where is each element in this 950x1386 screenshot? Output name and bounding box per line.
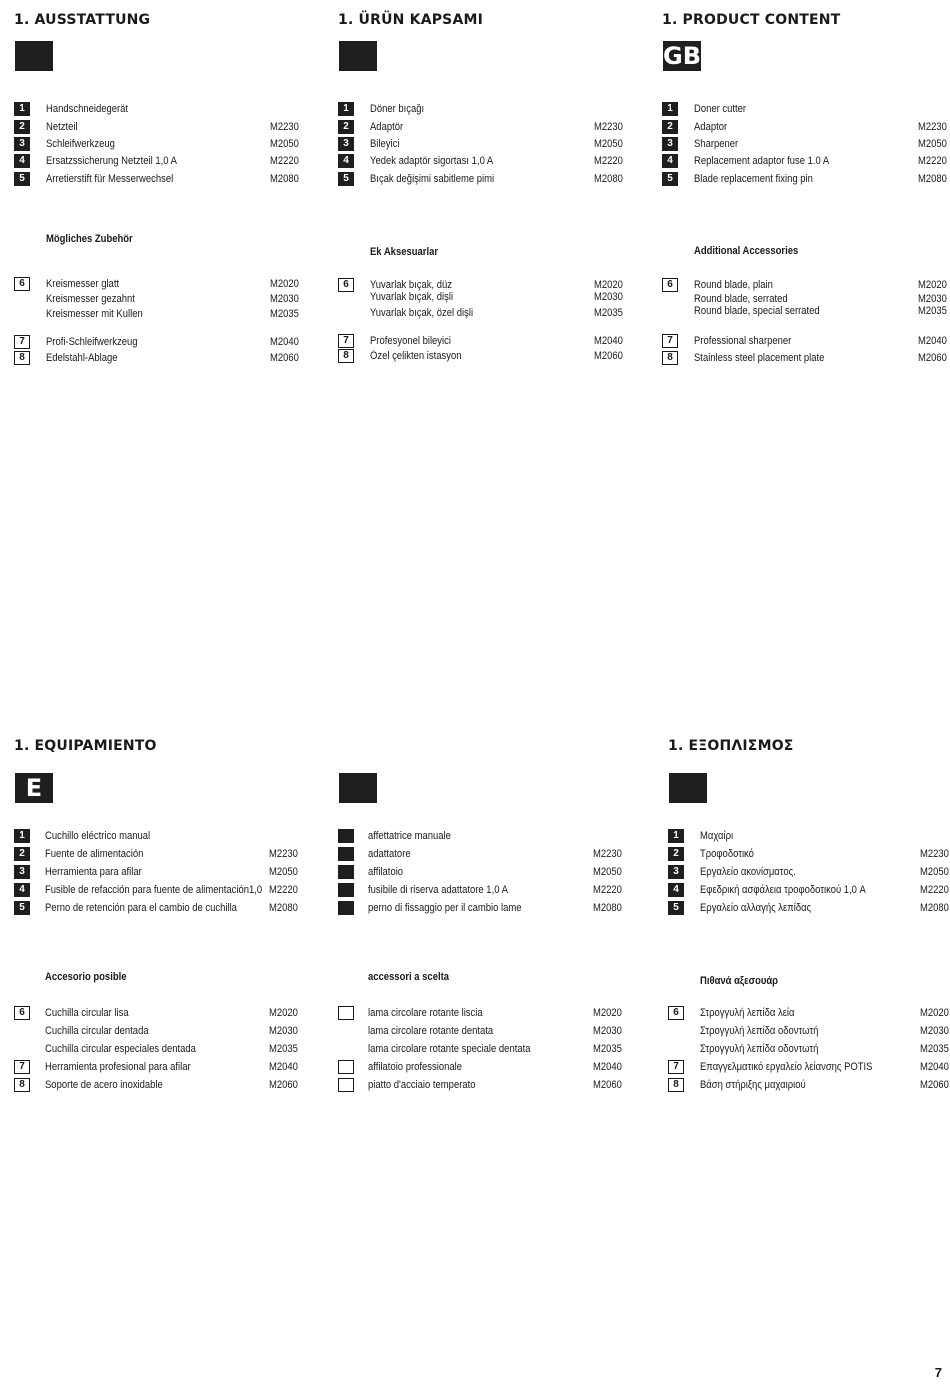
item-number: 1 xyxy=(14,102,30,116)
accessories-title: Mögliches Zubehör xyxy=(46,233,133,245)
item-code: M2220 xyxy=(270,155,299,167)
item-number: 5 xyxy=(338,172,354,186)
item-code: M2060 xyxy=(269,1079,298,1091)
accessories-title: Accesorio posible xyxy=(45,971,127,983)
item-code: M2020 xyxy=(270,278,299,290)
item-number: 6 xyxy=(14,277,30,291)
section-title: 1. EQUIPAMIENTO xyxy=(14,738,157,754)
list-item xyxy=(14,883,314,899)
item-label: Yuvarlak bıçak, özel dişli xyxy=(370,307,474,319)
list-item xyxy=(668,847,950,863)
section-title: 1. AUSSTATTUNG xyxy=(14,12,151,28)
item-label: affilatoio xyxy=(368,866,404,878)
item-code: M2220 xyxy=(594,155,623,167)
item-code: M2040 xyxy=(920,1061,949,1073)
list-item xyxy=(662,102,950,118)
item-number: 6 xyxy=(14,1006,30,1020)
item-label: Round blade, special serrated xyxy=(694,305,820,317)
item-label: Bıçak değişimi sabitleme pimi xyxy=(370,173,495,185)
list-item xyxy=(338,102,638,118)
item-number: 1 xyxy=(668,829,684,843)
item-code: M2040 xyxy=(593,1061,622,1073)
item-code: M2020 xyxy=(918,279,947,291)
list-item xyxy=(14,172,314,188)
item-code: M2030 xyxy=(920,1025,949,1037)
item-number: 1 xyxy=(338,102,354,116)
item-label: Βάση στήριξης μαχαιριού xyxy=(700,1079,806,1091)
item-code: M2030 xyxy=(594,291,623,303)
item-code: M2080 xyxy=(269,902,298,914)
item-label: Perno de retención para el cambio de cuchilla xyxy=(45,902,237,914)
list-item xyxy=(338,883,638,899)
list-item xyxy=(338,172,638,188)
list-item xyxy=(14,1078,314,1094)
item-number: 2 xyxy=(14,120,30,134)
item-number: 8 xyxy=(662,351,678,365)
list-item xyxy=(14,829,314,845)
item-label: Netzteil xyxy=(46,121,78,133)
item-code: M2080 xyxy=(594,173,623,185)
item-code: M2020 xyxy=(593,1007,622,1019)
item-label: Blade replacement fixing pin xyxy=(694,173,813,185)
item-code: M2030 xyxy=(269,1025,298,1037)
item-label: Herramienta profesional para afilar xyxy=(45,1061,191,1073)
language-flag xyxy=(15,41,53,71)
item-number: 7 xyxy=(668,1060,684,1074)
item-number: 3 xyxy=(14,865,30,879)
item-code: M2030 xyxy=(918,293,947,305)
item-number xyxy=(338,1006,354,1020)
item-code: M2220 xyxy=(918,155,947,167)
item-code: M2060 xyxy=(920,1079,949,1091)
list-item xyxy=(668,1078,950,1094)
item-code: M2035 xyxy=(920,1043,949,1055)
item-code: M2060 xyxy=(594,350,623,362)
item-label: lama circolare rotante speciale dentata xyxy=(368,1043,531,1055)
item-label: Professional sharpener xyxy=(694,335,792,347)
item-label: Fuente de alimentación xyxy=(45,848,144,860)
list-item xyxy=(338,137,638,153)
list-item xyxy=(14,154,314,170)
list-item xyxy=(668,1006,950,1022)
item-label: Fusible de refacción para fuente de alimentación1,0 xyxy=(45,884,263,896)
list-item xyxy=(662,154,950,170)
item-number: 7 xyxy=(14,1060,30,1074)
item-label: affilatoio professionale xyxy=(368,1061,462,1073)
item-label: lama circolare rotante liscia xyxy=(368,1007,483,1019)
list-item xyxy=(14,137,314,153)
list-item xyxy=(338,847,638,863)
item-label: adattatore xyxy=(368,848,411,860)
item-code: M2050 xyxy=(918,138,947,150)
item-code: M2230 xyxy=(593,848,622,860)
item-code: M2040 xyxy=(594,335,623,347)
list-item xyxy=(14,901,314,917)
item-label: Round blade, serrated xyxy=(694,293,788,305)
item-label: lama circolare rotante dentata xyxy=(368,1025,494,1037)
item-code: M2040 xyxy=(270,336,299,348)
section-title: 1. PRODUCT CONTENT xyxy=(662,12,841,28)
item-label: Στρογγυλή λεπίδα οδοντωτή xyxy=(700,1043,819,1055)
item-label: perno di fissaggio per il cambio lame xyxy=(368,902,522,914)
item-label: fusibile di riserva adattatore 1,0 A xyxy=(368,884,508,896)
item-number: 2 xyxy=(338,120,354,134)
item-code: M2080 xyxy=(593,902,622,914)
list-item xyxy=(338,1006,638,1022)
list-item xyxy=(662,351,950,367)
list-item xyxy=(14,1042,314,1058)
item-label: piatto d'acciaio temperato xyxy=(368,1079,476,1091)
list-item xyxy=(338,334,638,350)
section-title: 1. ΕΞΟΠΛΙΣΜΟΣ xyxy=(668,738,794,754)
item-code: M2020 xyxy=(269,1007,298,1019)
language-flag xyxy=(339,773,377,803)
item-number xyxy=(338,847,354,861)
item-number: 4 xyxy=(668,883,684,897)
list-item xyxy=(14,1006,314,1022)
item-number xyxy=(338,829,354,843)
list-item xyxy=(14,335,314,351)
accessories-title: accessori a scelta xyxy=(368,971,450,983)
list-item xyxy=(338,1042,638,1058)
list-item xyxy=(668,1042,950,1058)
section-title: 1. ÜRÜN KAPSAMI xyxy=(338,12,484,28)
item-code: M2035 xyxy=(918,305,947,317)
item-number: 7 xyxy=(662,334,678,348)
item-label: Yuvarlak bıçak, düz xyxy=(370,279,453,291)
item-code: M2080 xyxy=(918,173,947,185)
item-code: M2035 xyxy=(594,307,623,319)
list-item xyxy=(668,1060,950,1076)
item-label: Cuchillo eléctrico manual xyxy=(45,830,151,842)
accessories-title: Additional Accessories xyxy=(694,245,799,257)
list-item xyxy=(338,829,638,845)
item-code: M2230 xyxy=(918,121,947,133)
item-number: 3 xyxy=(668,865,684,879)
list-item xyxy=(14,351,314,367)
language-flag: GB xyxy=(663,42,701,70)
item-code: M2230 xyxy=(269,848,298,860)
list-item xyxy=(338,1060,638,1076)
list-item xyxy=(662,304,950,320)
list-item xyxy=(338,120,638,136)
item-code: M2220 xyxy=(269,884,298,896)
item-label: Arretierstift für Messerwechsel xyxy=(46,173,174,185)
item-label: Adaptör xyxy=(370,121,404,133)
item-code: M2035 xyxy=(593,1043,622,1055)
item-code: M2060 xyxy=(918,352,947,364)
item-code: M2230 xyxy=(594,121,623,133)
item-number: 3 xyxy=(14,137,30,151)
item-label: Kreismesser mit Kullen xyxy=(46,308,143,320)
item-label: Εργαλείο αλλαγής λεπίδας xyxy=(700,902,812,914)
list-item xyxy=(668,901,950,917)
list-item xyxy=(14,865,314,881)
item-number xyxy=(338,1060,354,1074)
item-label: Döner bıçağı xyxy=(370,103,425,115)
item-code: M2020 xyxy=(594,279,623,291)
item-label: Adaptor xyxy=(694,121,728,133)
item-label: Στρογγυλή λεπίδα λεία xyxy=(700,1007,795,1019)
item-code: M2220 xyxy=(593,884,622,896)
item-label: Profesyonel bileyici xyxy=(370,335,451,347)
item-code: M2050 xyxy=(269,866,298,878)
item-number: 4 xyxy=(14,883,30,897)
list-item xyxy=(14,1060,314,1076)
item-label: affettatrice manuale xyxy=(368,830,451,842)
item-code: M2080 xyxy=(920,902,949,914)
list-item xyxy=(668,1024,950,1040)
item-number: 8 xyxy=(14,1078,30,1092)
item-code: M2220 xyxy=(920,884,949,896)
item-code: M2040 xyxy=(918,335,947,347)
item-label: Εργαλείο ακονίσματος. xyxy=(700,866,796,878)
list-item xyxy=(668,829,950,845)
item-number: 1 xyxy=(14,829,30,843)
item-code: M2060 xyxy=(593,1079,622,1091)
accessories-title: Πιθανά αξεσουάρ xyxy=(700,975,779,987)
language-flag xyxy=(339,41,377,71)
item-number: 7 xyxy=(14,335,30,349)
language-flag xyxy=(669,773,707,803)
item-label: Cuchilla circular especiales dentada xyxy=(45,1043,196,1055)
item-number: 8 xyxy=(668,1078,684,1092)
item-label: Yuvarlak bıçak, dişli xyxy=(370,291,454,303)
item-number: 2 xyxy=(668,847,684,861)
list-item xyxy=(338,1024,638,1040)
list-item xyxy=(14,277,314,293)
item-label: Round blade, plain xyxy=(694,279,773,291)
item-number: 5 xyxy=(662,172,678,186)
item-label: Cuchilla circular dentada xyxy=(45,1025,149,1037)
item-number xyxy=(338,1078,354,1092)
item-code: M2030 xyxy=(270,293,299,305)
list-item xyxy=(662,120,950,136)
list-item xyxy=(14,307,314,323)
item-number: 6 xyxy=(338,278,354,292)
language-flag: E xyxy=(15,773,53,803)
item-label: Stainless steel placement plate xyxy=(694,352,825,364)
item-label: Yedek adaptör sigortası 1,0 A xyxy=(370,155,494,167)
item-number: 2 xyxy=(662,120,678,134)
page-number: 7 xyxy=(934,1365,942,1380)
list-item xyxy=(338,306,638,322)
item-label: Profi-Schleifwerkzeug xyxy=(46,336,138,348)
item-label: Herramienta para afilar xyxy=(45,866,142,878)
item-label: Ersatzssicherung Netzteil 1,0 A xyxy=(46,155,177,167)
item-code: M2230 xyxy=(920,848,949,860)
item-number: 8 xyxy=(338,349,354,363)
item-number: 7 xyxy=(338,334,354,348)
item-label: Replacement adaptor fuse 1.0 A xyxy=(694,155,830,167)
item-code: M2020 xyxy=(920,1007,949,1019)
item-label: Özel çelikten istasyon xyxy=(370,350,462,362)
item-label: Bileyici xyxy=(370,138,400,150)
item-label: Επαγγελματικό εργαλείο λείανσης POTIS xyxy=(700,1061,873,1073)
item-label: Doner cutter xyxy=(694,103,747,115)
item-label: Kreismesser glatt xyxy=(46,278,120,290)
list-item xyxy=(338,901,638,917)
item-code: M2050 xyxy=(593,866,622,878)
list-item xyxy=(662,172,950,188)
item-number: 4 xyxy=(338,154,354,168)
item-label: Soporte de acero inoxidable xyxy=(45,1079,163,1091)
item-number: 2 xyxy=(14,847,30,861)
list-item xyxy=(668,865,950,881)
item-code: M2050 xyxy=(920,866,949,878)
item-label: Sharpener xyxy=(694,138,739,150)
item-number: 5 xyxy=(14,172,30,186)
list-item xyxy=(338,1078,638,1094)
item-code: M2040 xyxy=(269,1061,298,1073)
list-item xyxy=(668,883,950,899)
list-item xyxy=(14,1024,314,1040)
list-item xyxy=(338,865,638,881)
item-number xyxy=(338,865,354,879)
item-label: Schleifwerkzeug xyxy=(46,138,115,150)
item-code: M2230 xyxy=(270,121,299,133)
item-number xyxy=(338,883,354,897)
item-code: M2035 xyxy=(270,308,299,320)
item-number: 4 xyxy=(14,154,30,168)
item-number: 5 xyxy=(14,901,30,915)
list-item xyxy=(14,847,314,863)
list-item xyxy=(338,154,638,170)
item-code: M2030 xyxy=(593,1025,622,1037)
item-label: Kreismesser gezahnt xyxy=(46,293,135,305)
list-item xyxy=(14,102,314,118)
item-number: 8 xyxy=(14,351,30,365)
list-item xyxy=(338,290,638,306)
item-number: 6 xyxy=(668,1006,684,1020)
item-label: Στρογγυλή λεπίδα οδοντωτή xyxy=(700,1025,819,1037)
item-code: M2035 xyxy=(269,1043,298,1055)
item-label: Cuchilla circular lisa xyxy=(45,1007,129,1019)
item-number: 1 xyxy=(662,102,678,116)
item-code: M2050 xyxy=(270,138,299,150)
item-number xyxy=(338,901,354,915)
item-code: M2080 xyxy=(270,173,299,185)
item-label: Τροφοδοτικό xyxy=(700,848,754,860)
list-item xyxy=(14,292,314,308)
item-number: 4 xyxy=(662,154,678,168)
item-code: M2060 xyxy=(270,352,299,364)
item-number: 5 xyxy=(668,901,684,915)
item-label: Μαχαίρι xyxy=(700,830,734,842)
accessories-title: Ek Aksesuarlar xyxy=(370,246,439,258)
item-number: 3 xyxy=(662,137,678,151)
item-label: Edelstahl-Ablage xyxy=(46,352,118,364)
item-label: Εφεδρική ασφάλεια τροφοδοτικού 1,0 A xyxy=(700,884,866,896)
item-label: Handschneidegerät xyxy=(46,103,129,115)
item-number: 3 xyxy=(338,137,354,151)
item-code: M2050 xyxy=(594,138,623,150)
list-item xyxy=(662,137,950,153)
list-item xyxy=(14,120,314,136)
list-item xyxy=(338,349,638,365)
item-number: 6 xyxy=(662,278,678,292)
list-item xyxy=(662,334,950,350)
